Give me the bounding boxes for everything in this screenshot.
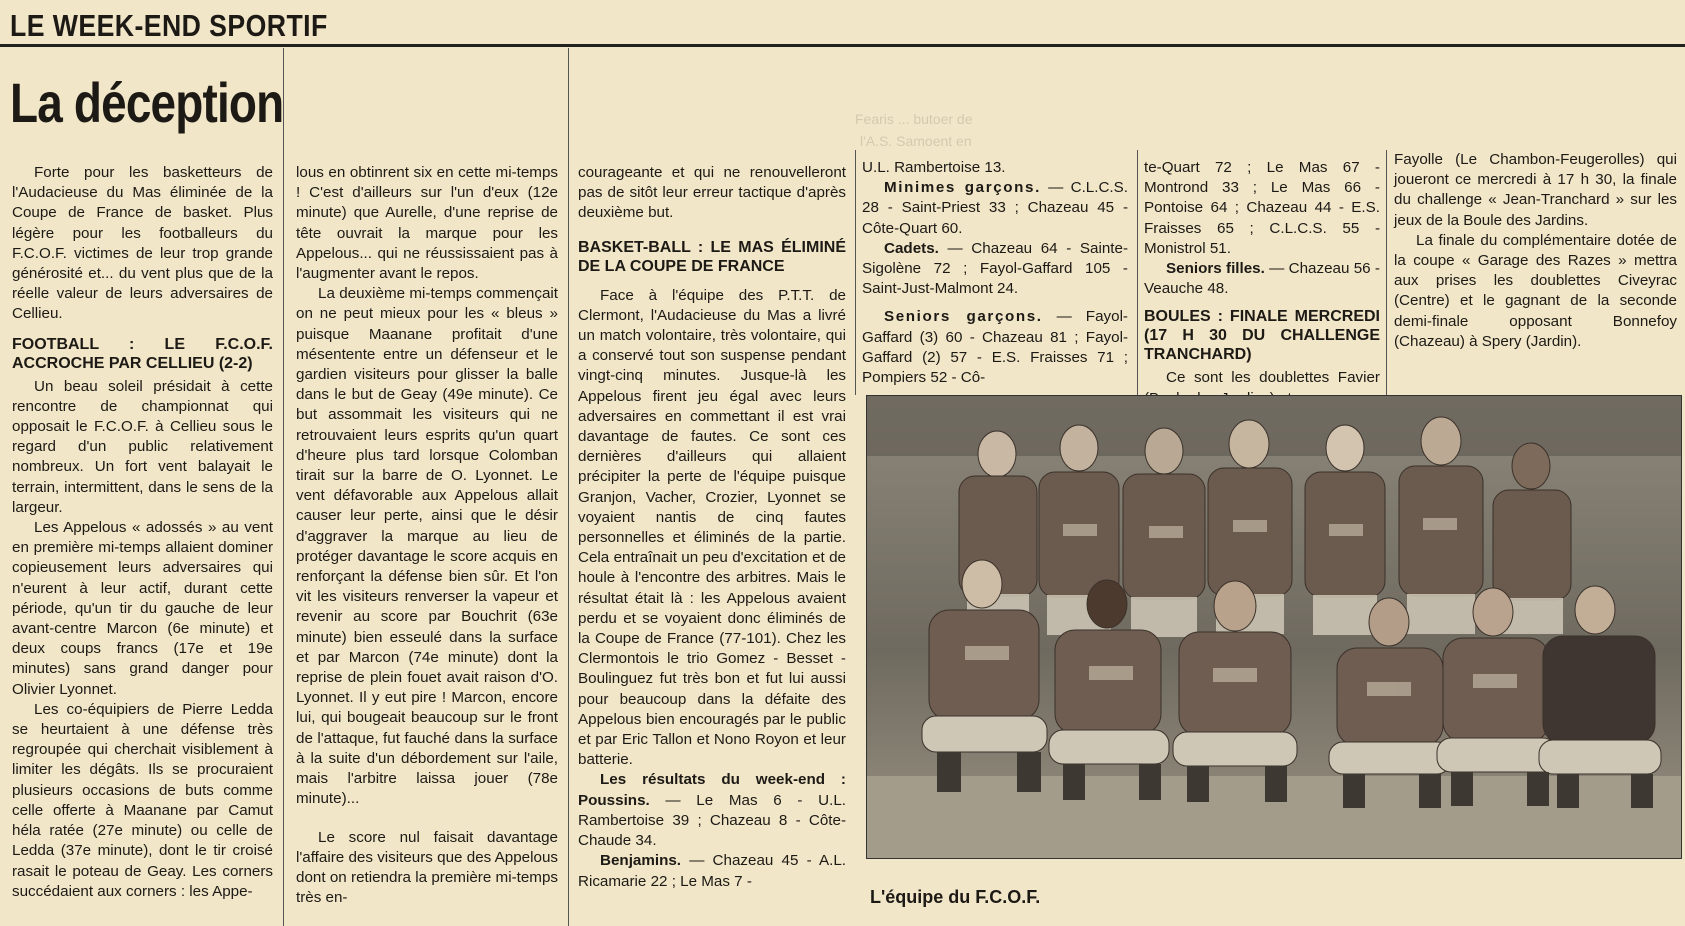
column-divider bbox=[568, 48, 569, 926]
minimes-lead: Minimes garçons. bbox=[884, 179, 1041, 197]
photo-caption: L'équipe du F.C.O.F. bbox=[870, 887, 1041, 907]
seniors-paragraph bbox=[862, 307, 1128, 388]
team-photo bbox=[866, 395, 1682, 859]
column-divider bbox=[1137, 150, 1138, 395]
results-lead: Les résultats du week-end : Poussins. bbox=[578, 771, 846, 809]
minimes-text: — C.L.C.S. 28 - Saint-Priest 33 ; Chazeau 45 - Côte-Quart 60. bbox=[862, 179, 1128, 237]
cadets-text: — Chazeau 64 - Sainte-Sigolène 72 ; Fayol-Gaffard 105 - Saint-Just-Malmont 24. bbox=[862, 239, 1128, 298]
paragraph: Un beau soleil présidait à cette rencontre de championnat qui opposait le F.C.O.F. à Cellieu sous le regard d'un public relativement nombreux. Un fort vent balayait le terrain, intermittent, dans le sens de la largeur. bbox=[12, 377, 273, 516]
column-3 bbox=[578, 163, 846, 923]
paragraph: Les co-équipiers de Pierre Ledda se heurtaient à une défense très regroupée qui cherchait visiblement à limiter les dégâts. Ils se procuraient plusieurs occasions de buts comme celle offerte à Maanane par Camut héla ratée (27e minute) ou celle de Ledda (37e minute), dont le tir croisé rasait le poteau de Geay. Les corners succédaient aux corners : les Appe- bbox=[12, 700, 273, 900]
seniors-filles-lead: Seniors filles. bbox=[1166, 260, 1265, 278]
article-headline: La déception bbox=[10, 71, 284, 134]
minimes-paragraph bbox=[862, 178, 1128, 239]
boules-subhead: BOULES : FINALE MERCREDI (17 H 30 DU CHALLENGE TRANCHARD) bbox=[1144, 308, 1380, 364]
seniors-filles-paragraph bbox=[1144, 259, 1380, 299]
seniors-text: — Fayol-Gaffard (3) 60 - Chazeau 81 ; Fayol-Gaffard (2) 57 - E.S. Fraisses 71 ; Pompiers 52 - Cô- bbox=[862, 308, 1128, 387]
benjamins-text: — Chazeau 45 - A.L. Ricamarie 22 ; Le Mas 7 - bbox=[578, 852, 846, 890]
header-rule bbox=[0, 44, 1685, 47]
section-rubric: LE WEEK-END SPORTIF bbox=[10, 8, 328, 43]
paragraph: Ce sont les doublettes Favier bbox=[1166, 369, 1380, 387]
column-divider bbox=[1386, 150, 1387, 395]
paragraph: courageante et qui ne renouvelleront pas de sitôt leur erreur tactique d'après deuxième but. bbox=[578, 164, 846, 222]
benjamins-paragraph bbox=[578, 851, 846, 891]
intro-paragraph: Forte pour les basketteurs de l'Audacieuse du Mas éliminée de la Coupe de France de basket. Plus légère pour les footballeurs du F.C.O.F. victimes de leur trop grande générosité et... du vent plus que de la réelle valeur de leurs adversaires de Cellieu. bbox=[12, 164, 273, 323]
benjamins-lead: Benjamins. bbox=[600, 852, 682, 870]
results-paragraph bbox=[578, 770, 846, 851]
show-through-text: l'A.S. Samoent en bbox=[860, 133, 972, 149]
column-1 bbox=[12, 163, 273, 923]
column-divider bbox=[855, 150, 856, 395]
paragraph: Le score nul faisait davantage l'affaire des visiteurs que des Appelous dont on retiendra la première mi-temps très en- bbox=[296, 828, 558, 907]
basket-subhead: BASKET-BALL : LE MAS ÉLIMINÉ DE LA COUPE DE FRANCE bbox=[578, 238, 846, 275]
football-subhead: FOOTBALL : LE F.C.O.F. ACCROCHE PAR CELLIEU (2-2) bbox=[12, 335, 273, 372]
seniors-filles-text: — Chazeau 56 - Veauche 48. bbox=[1144, 260, 1380, 298]
show-through-text: Fearis ... butoer de bbox=[855, 111, 973, 127]
paragraph: Face à l'équipe des P.T.T. de Clermont, l'Audacieuse du Mas a livré un match volontaire, très volontaire, qui a conservé tout son suspense pendant vingt-cinq minutes. Jusque-là les Appelous firent jeu égal avec leurs adversaires en commettant il est vrai davantage de fautes. Ce sont ces dernières d'ailleurs qui allaient précipiter la perte de l'équipe puisque Granjon, Vacher, Crozier, Lyonnet se voyaient nantis de cinq fautes personnelles et éliminés de la partie. Cela entraînait un peu d'excitation et de houle à l'encontre des arbitres. Mais le résultat était là : les Appelous avaient perdu et se voyaient donc éliminés de la Coupe de France (77-101). Chez les Clermontois le trio Gomez - Besset - Boulinguez fut très bon et fut lui aussi pour beaucoup dans la défaite des Appelous bien encouragés par le public et par Eric Tallon et Nono Royon et leur batterie. bbox=[578, 286, 846, 769]
paragraph: U.L. Rambertoise 13. bbox=[862, 159, 1006, 176]
column-divider bbox=[283, 48, 284, 926]
paragraph: La finale du complémentaire dotée de la coupe « Garage des Razes » mettra aux prises les doublettes Civeyrac (Centre) et le gagnant de la seconde demi-finale opposant Bonnefoy (Chazeau) à Spery (Jardin). bbox=[1394, 231, 1677, 350]
team-photo-illustration bbox=[867, 396, 1681, 858]
column-5 bbox=[1144, 158, 1380, 390]
paragraph: Les Appelous « adossés » au vent en première mi-temps allaient dominer copieusement leurs adversaires qui n'eurent à leur actif, durant cette période, qu'un tir du gauche de leur avant-centre Marcon (6e minute) et deux coups francs (17e et 19e minutes) sans grand danger pour Olivier Lyonnet. bbox=[12, 519, 273, 698]
cadets-lead: Cadets. bbox=[884, 239, 939, 257]
cadets-paragraph bbox=[862, 239, 1128, 300]
column-2 bbox=[296, 163, 558, 923]
paragraph: te-Quart 72 ; Le Mas 67 - Montrond 33 ; Le Mas 66 - Pontoise 64 ; Chazeau 44 - E.S. Fraisses 65 ; C.L.C.S. 55 - Monistrol 51. bbox=[1144, 159, 1380, 257]
column-4 bbox=[862, 158, 1128, 390]
seniors-lead: Seniors garçons. bbox=[884, 308, 1043, 326]
results-text: — Le Mas 6 - U.L. Rambertoise 39 ; Chazeau 8 - Côte-Chaude 34. bbox=[578, 791, 846, 850]
paragraph: La deuxième mi-temps commençait on ne peut mieux pour les « bleus » puisque Maanane profitait d'une mésentente entre un défenseur et le gardien visiteurs pour glisser la balle dans le but de Geay (49e minute). Ce but assommait les visiteurs qui ne retrouvaient leurs esprits qu'un quart d'heure plus tard lorsque Colomban tirait sur la barre de O. Lyonnet. Le vent défavorable aux Appelous allait causer leur perte, ainsi que le désir d'aggraver la marque au lieu de protéger davantage le score acquis en renforçant la défense bien sûr. Et l'on vit les visiteurs renverser la vapeur et revenir au score par Bouchrit (63e minute) bien esseulé dans la surface et par Marcon (74e minute) dont la reprise de plein fouet avait raison d'O. Lyonnet. Il y eut pire ! Marcon, encore lui, qui bougeait beaucoup sur le front de l'attaque, fut fauché dans la surface à la suite d'un débordement sur l'aile, mais l'arbitre laissa jouer (78e minute)... bbox=[296, 285, 558, 808]
paragraph: lous en obtinrent six en cette mi-temps ! C'est d'ailleurs sur l'un d'eux (12e minute) que Aurelle, d'une reprise de tête ouvrait la marque pour les Appelous... qui ne réussissaient pas à l'augmenter avant le repos. bbox=[296, 164, 558, 283]
paragraph: Fayolle (Le Chambon-Feugerolles) qui joueront ce mercredi à 17 h 30, la finale du challenge « Jean-Tranchard » sur les jeux de la Boule des Jardins. bbox=[1394, 151, 1677, 229]
column-6 bbox=[1394, 150, 1677, 390]
